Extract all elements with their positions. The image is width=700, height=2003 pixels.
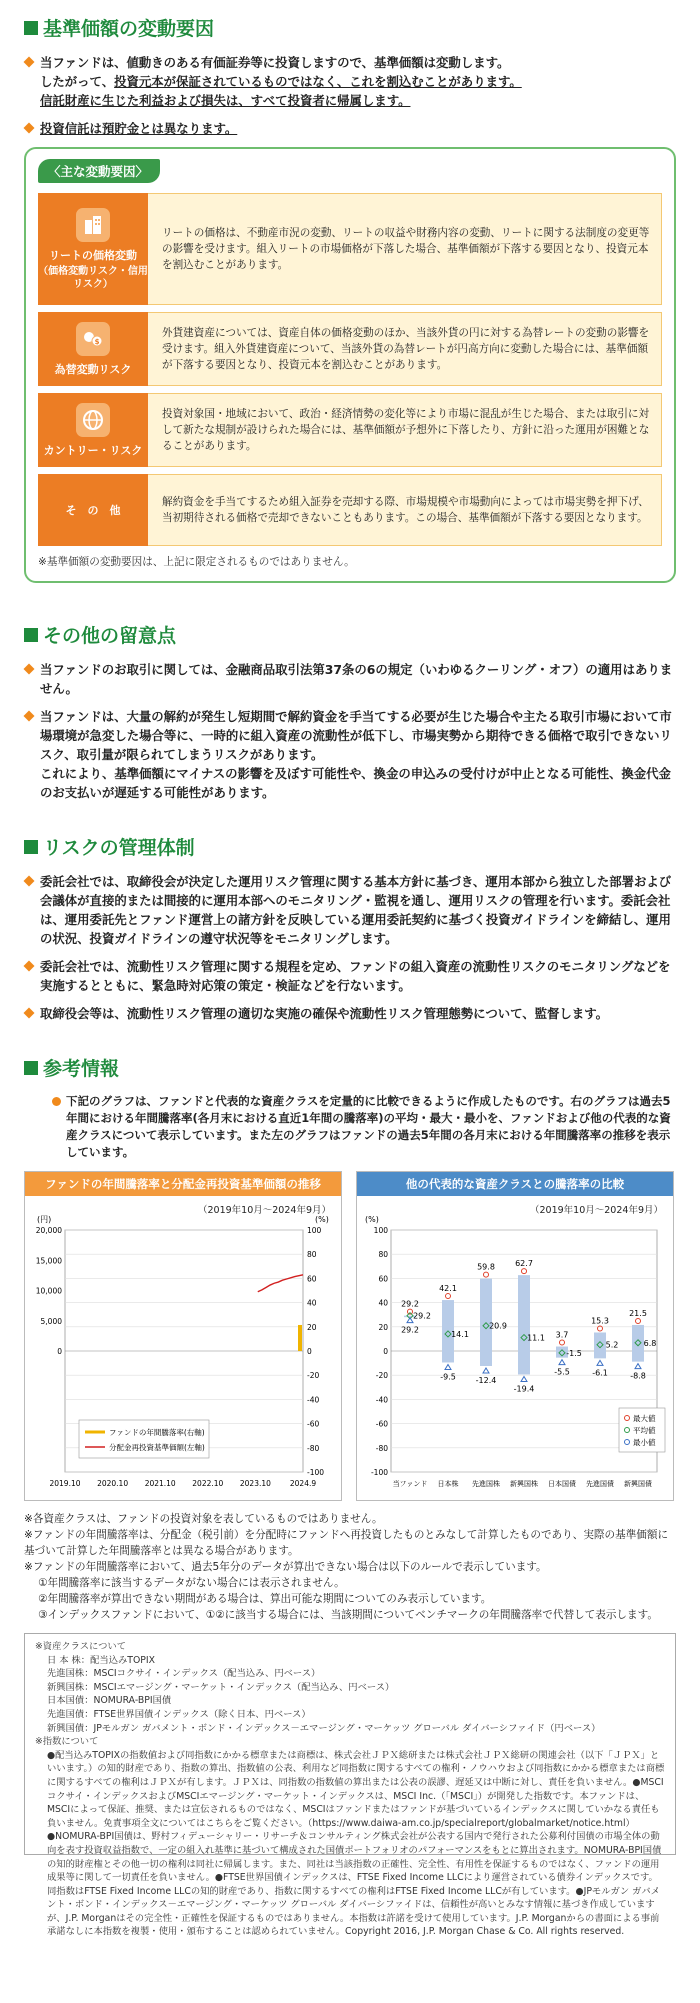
asset-item: 先進国株：MSCIコクサイ・インデックス（配当込み、円ベース） <box>47 1668 321 1680</box>
chart-period: （2019年10月～2024年9月） <box>530 1205 663 1216</box>
right-tick-label: 60 <box>307 1274 317 1284</box>
bullet-risk-2 <box>24 957 676 995</box>
bullet-deposit <box>24 119 676 138</box>
factor-label <box>38 474 148 546</box>
min-label: -12.4 <box>475 1376 497 1386</box>
avg-label: 11.1 <box>527 1333 545 1343</box>
max-marker <box>408 1309 413 1314</box>
asset-item: 新興国株：MSCIエマージング・マーケット・インデックス（配当込み、円ベース） <box>47 1681 395 1693</box>
annual-return-bar <box>298 1325 302 1351</box>
max-marker <box>446 1294 451 1299</box>
bullet-text-underlined: 投資信託は預貯金とは異なります。 <box>40 121 238 136</box>
section-title-text: リスクの管理体制 <box>43 837 195 859</box>
right-tick-label: -20 <box>307 1371 320 1381</box>
min-marker <box>597 1360 603 1365</box>
asset-list <box>35 1654 665 1736</box>
diamond-bullet-icon <box>23 960 34 971</box>
bullet-liquidity <box>24 707 676 802</box>
factor-label-text: カントリー・リスク <box>43 443 143 457</box>
bullet-text <box>40 72 676 91</box>
disclaimer-box <box>24 1633 676 1938</box>
globe-icon <box>76 403 110 437</box>
left-tick-label: 0 <box>57 1347 62 1356</box>
category-label: 新興国債 <box>624 1480 652 1488</box>
x-tick-label: 2023.10 <box>239 1479 271 1488</box>
note-line: ②年間騰落率が算出できない期間がある場合は、算出可能な期間についてのみ表示しています。 <box>38 1593 492 1605</box>
diamond-bullet-icon <box>23 1007 34 1018</box>
avg-label: 5.2 <box>605 1340 619 1350</box>
max-label: 21.5 <box>629 1308 647 1318</box>
chart-asset-compare <box>356 1171 674 1501</box>
disclaimer-heading: ※資産クラスについて <box>35 1641 126 1652</box>
min-marker <box>445 1364 451 1369</box>
section-title-text: その他の留意点 <box>43 625 177 647</box>
min-marker <box>483 1368 489 1373</box>
right-tick-label: -100 <box>307 1468 325 1477</box>
category-label: 先進国株 <box>472 1480 500 1488</box>
diamond-bullet-icon <box>23 875 34 886</box>
factor-label-sub: （価格変動リスク・信用リスク） <box>38 265 148 290</box>
bullet-text: 当ファンドのお取引に関しては、金融商品取引法第37条の6の規定（いわゆるクーリング・オフ）の適用はありません。 <box>40 662 673 696</box>
section-square-icon <box>24 840 38 854</box>
left-tick-label: 10,000 <box>35 1286 62 1296</box>
right-tick-label: 0 <box>307 1347 312 1356</box>
factors-heading: 〈主な変動要因〉 <box>38 159 160 183</box>
max-label: 62.7 <box>515 1259 533 1269</box>
section-title-reference <box>24 1054 676 1081</box>
max-label: 59.8 <box>477 1262 495 1272</box>
factor-description: リートの価格は、不動産市況の変動、リートの収益や財務内容の変動、リートに関する法制度の変更等の影響を受けます。組入リートの市場価格が下落した場合、基準価額が下落する要因となり、投資元本を割込むことがあります。 <box>148 193 662 305</box>
chart-fund-history-svg <box>25 1172 343 1502</box>
min-label: -6.1 <box>592 1368 608 1378</box>
bullet-text: 当ファンドは、大量の解約が発生し短期間で解約資金を手当てする必要が生じた場合や主たる取引市場において市場環境が急変した場合等に、一時的に組入資産の流動性が低下し、市場実勢から期待できる価格で取引できないリスク、取引量が限られてしまうリスクがあります。 <box>40 709 672 762</box>
max-label: 15.3 <box>591 1316 609 1326</box>
min-marker <box>635 1364 641 1369</box>
x-tick-label: 2022.10 <box>192 1479 224 1488</box>
y-tick-label: 60 <box>378 1274 388 1284</box>
section-title-text: 基準価額の変動要因 <box>43 18 215 40</box>
y-tick-label: 0 <box>383 1347 388 1356</box>
bullet-text: 当ファンドは、値動きのある有価証券等に投資しますので、基準価額は変動します。 <box>40 55 510 70</box>
note-line: ※各資産クラスは、ファンドの投資対象を表しているものではありません。 <box>24 1513 383 1525</box>
section-title-risk-management <box>24 833 676 860</box>
asset-item: 新興国債：JPモルガン ガバメント・ボンド・インデックス－エマージング・マーケッツ グローバル ダイバーシファイド（円ベース） <box>47 1722 601 1734</box>
y-tick-label: -80 <box>375 1443 388 1453</box>
currency-exchange-icon <box>76 322 110 356</box>
diamond-bullet-icon <box>23 56 34 67</box>
legend-label: 分配金再投資基準価額(左軸) <box>109 1443 205 1452</box>
right-tick-label: 20 <box>307 1322 317 1332</box>
factor-label-text: 為替変動リスク <box>54 362 132 376</box>
right-tick-label: -60 <box>307 1419 320 1429</box>
legend-label: 最大値 <box>633 1414 656 1423</box>
max-label: 3.7 <box>555 1330 569 1340</box>
min-marker <box>407 1318 413 1323</box>
range-bar <box>518 1275 530 1374</box>
y-tick-label: 40 <box>378 1298 388 1308</box>
avg-label: -1.5 <box>566 1348 582 1358</box>
max-label: 42.1 <box>439 1284 457 1294</box>
chart-title: ファンドの年間騰落率と分配金再投資基準価額の推移 <box>25 1172 341 1196</box>
note-line: ①年間騰落率に該当するデータがない場合には表示されません。 <box>38 1577 345 1589</box>
factor-label-text: そ の 他 <box>65 504 121 517</box>
right-axis-unit: (%) <box>315 1215 329 1224</box>
x-tick-label: 2020.10 <box>97 1479 129 1488</box>
building-icon <box>76 208 110 242</box>
max-marker <box>484 1272 489 1277</box>
left-tick-label: 20,000 <box>35 1226 62 1235</box>
section-title-volatility <box>24 14 676 41</box>
svg-text:$: $ <box>94 337 100 346</box>
diamond-bullet-icon <box>23 663 34 674</box>
legend-box <box>79 1420 209 1458</box>
avg-label: 6.8 <box>643 1338 657 1348</box>
diamond-bullet-icon <box>23 710 34 721</box>
section-square-icon <box>24 21 38 35</box>
note-line: ※ファンドの年間騰落率において、過去5年分のデータが算出できない場合は以下のルールで表示しています。 <box>24 1561 547 1573</box>
chart-period: （2019年10月～2024年9月） <box>198 1205 331 1216</box>
factor-label <box>38 312 148 386</box>
right-tick-label: -40 <box>307 1395 320 1405</box>
category-label: 日本国債 <box>548 1480 576 1488</box>
x-tick-label: 2019.10 <box>49 1479 81 1488</box>
left-axis-unit: (円) <box>37 1215 52 1224</box>
range-bar <box>632 1325 644 1362</box>
section-title-other-notes <box>24 621 676 648</box>
min-marker <box>521 1376 527 1381</box>
charts-row <box>24 1171 676 1501</box>
factor-row-reit <box>38 193 662 305</box>
x-tick-label: 2024.9 <box>289 1479 317 1488</box>
avg-label: 14.1 <box>451 1329 469 1339</box>
factors-note: ※基準価額の変動要因は、上記に限定されるものではありません。 <box>38 556 355 568</box>
y-tick-label: -40 <box>375 1395 388 1405</box>
legend-label: ファンドの年間騰落率(右軸) <box>109 1428 205 1437</box>
factor-row-fx <box>38 312 662 386</box>
max-marker <box>560 1340 565 1345</box>
factor-row-country <box>38 393 662 467</box>
bullet-risk-3 <box>24 1004 676 1023</box>
factor-label <box>38 393 148 467</box>
max-marker <box>522 1269 527 1274</box>
y-tick-label: 100 <box>373 1226 388 1235</box>
factor-row-other <box>38 474 662 546</box>
bullet-text: 委託会社では、取締役会が決定した運用リスク管理に関する基本方針に基づき、運用本部から独立した部署および会議体が直接的または間接的に運用本部へのモニタリング・監視を通し、運用リスクの管理を行います。委託会社は、運用委託先とファンド運営上の諸方針を反映している運用委託契約に基づく投資ガイドラインを締結し、運用の状況、投資ガイドラインの遵守状況等をモニタリングします。 <box>40 874 672 946</box>
category-label: 当ファンド <box>392 1480 428 1488</box>
avg-label: 29.2 <box>413 1311 431 1321</box>
x-tick-label: 2021.10 <box>144 1479 176 1488</box>
bullet-volatility <box>24 53 676 110</box>
left-tick-label: 15,000 <box>35 1256 62 1266</box>
right-tick-label: 80 <box>307 1250 317 1260</box>
index-disclaimer-text: ●配当込みTOPIXの指数値および同指数にかかる標章または商標は、株式会社ＪＰＸ総研または株式会社ＪＰＸ総研の関連会社（以下「ＪＰＸ」といいます。）の知的財産であり、指数の算出、指数値の公表、利用など同指数に関するすべての権利・ノウハウおよび同指数にかかる標章または商標に関するすべての権利はＪＰＸが有します。ＪＰＸは、同指数の指数値の算出または公表の誤謬、遅延又は中断に対し、責任を負いません。●MSCIコクサイ・インデックスおよびMSCIエマージング・マーケット・インデックスは、MSCI Inc.（「MSCI」）が開発した指数です。本ファンドは、MSCIによって保証、推奨、または宣伝されるものではなく、MSCIはファンドまたはファンドが基づいているインデックスに関していかなる責任も負いません。免責事項全文についてはこちらをご覧ください。（https://www.daiwa-am.co.jp/specialreport/globalmarket/notice.html）●NOMURA-BPI国債は、野村フィデューシャリー・リサーチ＆コンサルティング株式会社が公表する国内で発行された公募利付国債の市場全体の動向を表す投資収益指数で、一定の組入れ基準に基づいて構成された国債ポートフォリオのパフォーマンスをもとに算出されます。NOMURA-BPI国債の知的財産権とその他一切の権利は同社に帰属します。また、同社は当該指数の正確性、完全性、有用性を保証するものではなく、ファンドの運用成果等に関して一切責任を負いません。●FTSE世界国債インデックスは、FTSE Fixed Income LLCにより運営されている債券インデックスです。同指数はFTSE Fixed Income LLCの知的財産であり、指数に関するすべての権利はFTSE Fixed Income LLCが有しています。●JPモルガン ガバメント・ボンド・インデックス－エマージング・マーケッツ グローバル ダイバーシファイドは、信頼性が高いとみなす情報に基づき作成していますが、J.P. Morganはその完全性・正確性を保証するものではありません。本指数は許諾を受けて使用しています。J.P. Morganからの書面による事前承諾なしに本指数を複製・使用・頒布することは認められていません。Copyright 2016, J.P. Morgan Chase & Co. All rights reserved. <box>47 1749 665 1938</box>
bullet-cooling-off <box>24 660 676 698</box>
right-tick-label: 100 <box>307 1226 322 1235</box>
note-line: ③インデックスファンドにおいて、①②に該当する場合には、当該期間についてベンチマークの年間騰落率で代替して表示します。 <box>38 1609 658 1621</box>
dot-bullet-icon <box>52 1097 61 1106</box>
asset-item: 先進国債：FTSE世界国債インデックス（除く日本、円ベース） <box>47 1708 311 1720</box>
reference-intro <box>24 1093 676 1161</box>
chart-fund-history <box>24 1171 342 1501</box>
range-bar <box>594 1332 606 1358</box>
main-factors-box <box>24 147 676 583</box>
factor-label <box>38 193 148 305</box>
bullet-text: 取締役会等は、流動性リスク管理の適切な実施の確保や流動性リスク管理態勢について、監督します。 <box>40 1006 608 1021</box>
category-label: 日本株 <box>437 1480 459 1488</box>
y-tick-label: -100 <box>370 1468 388 1477</box>
chart-title: 他の代表的な資産クラスとの騰落率の比較 <box>357 1172 673 1196</box>
factor-description: 解約資金を手当てするため組入証券を売却する際、市場規模や市場動向によっては市場実勢を押下げ、当初期待される価格で売却できないこともあります。この場合、基準価額が下落する要因となります。 <box>148 474 662 546</box>
right-tick-label: -80 <box>307 1443 320 1453</box>
asset-item: 日 本 株：配当込みTOPIX <box>47 1654 155 1666</box>
chart-asset-compare-svg <box>357 1172 675 1502</box>
min-label: -8.8 <box>630 1371 646 1381</box>
y-tick-label: -20 <box>375 1371 388 1381</box>
factor-description: 投資対象国・地域において、政治・経済情勢の変化等により市場に混乱が生じた場合、または取引に対して新たな規制が設けられた場合には、基準価額が予想外に下落したり、方針に沿った運用が困難となることがあります。 <box>148 393 662 467</box>
y-tick-label: 20 <box>378 1322 388 1332</box>
bullet-text-part: したがって、 <box>40 74 115 89</box>
min-label: -19.4 <box>513 1384 535 1394</box>
factor-label-text: リートの価格変動 <box>49 248 137 262</box>
y-tick-label: -60 <box>375 1419 388 1429</box>
legend-label: 平均値 <box>633 1426 656 1435</box>
avg-label: 20.9 <box>489 1321 507 1331</box>
max-label: 29.2 <box>401 1299 419 1309</box>
disclaimer-heading: ※指数について <box>35 1736 99 1748</box>
category-label: 新興国株 <box>510 1480 538 1488</box>
y-tick-label: 80 <box>378 1250 388 1260</box>
right-tick-label: 40 <box>307 1298 317 1308</box>
note-line: ※ファンドの年間騰落率は、分配金（税引前）を分配時にファンドへ再投資したものとみなして計算したものであり、実際の基準価額に基づいて計算した年間騰落率とは異なる場合があります。 <box>24 1529 669 1557</box>
min-marker <box>559 1360 565 1365</box>
max-marker <box>636 1318 641 1323</box>
asset-item: 日本国債：NOMURA-BPI国債 <box>47 1695 172 1707</box>
bullet-text-underlined: 信託財産に生じた利益および損失は、すべて投資者に帰属します。 <box>40 93 411 108</box>
legend-label: 最小値 <box>633 1438 656 1447</box>
min-label: -5.5 <box>554 1367 570 1377</box>
left-tick-label: 5,000 <box>40 1316 62 1326</box>
section-title-text: 参考情報 <box>43 1058 120 1080</box>
diamond-bullet-icon <box>23 122 34 133</box>
bullet-text: 委託会社では、流動性リスク管理に関する規程を定め、ファンドの組入資産の流動性リスクのモニタリングなどを実施するとともに、緊急時対応策の策定・検証などを行ないます。 <box>40 959 671 993</box>
bullet-text-underlined: 投資元本が保証されているものではなく、これを割込むことがあります。 <box>114 74 522 89</box>
bullet-risk-1 <box>24 872 676 948</box>
reference-intro-text: 下記のグラフは、ファンドと代表的な資産クラスを定量的に比較できるように作成したものです。右のグラフは過去5年間における年間騰落率(各月末における直近1年間の騰落率)の平均・最大・最小を、ファンドおよび他の代表的な資産クラスについて表示しています。また左のグラフはファンドの過去5年間の各月末における年間騰落率の推移を表示しています。 <box>66 1094 671 1159</box>
nav-line <box>258 1275 303 1292</box>
section-square-icon <box>24 628 38 642</box>
category-label: 先進国債 <box>586 1480 614 1488</box>
axis-unit: (%) <box>365 1215 379 1224</box>
bullet-text: これにより、基準価額にマイナスの影響を及ぼす可能性や、換金の申込みの受付けが中止となる可能性、換金代金のお支払いが遅延する可能性があります。 <box>40 766 671 800</box>
min-label: -9.5 <box>440 1372 456 1382</box>
factor-description: 外貨建資産については、資産自体の価格変動のほか、当該外貨の円に対する為替レートの変動の影響を受けます。組入外貨建資産について、当該外貨の為替レートが円高方向に変動した場合には、基準価額が下落する要因となり、投資元本を割込むことがあります。 <box>148 312 662 386</box>
min-label: 29.2 <box>401 1325 419 1335</box>
reference-notes <box>24 1511 676 1623</box>
section-square-icon <box>24 1061 38 1075</box>
